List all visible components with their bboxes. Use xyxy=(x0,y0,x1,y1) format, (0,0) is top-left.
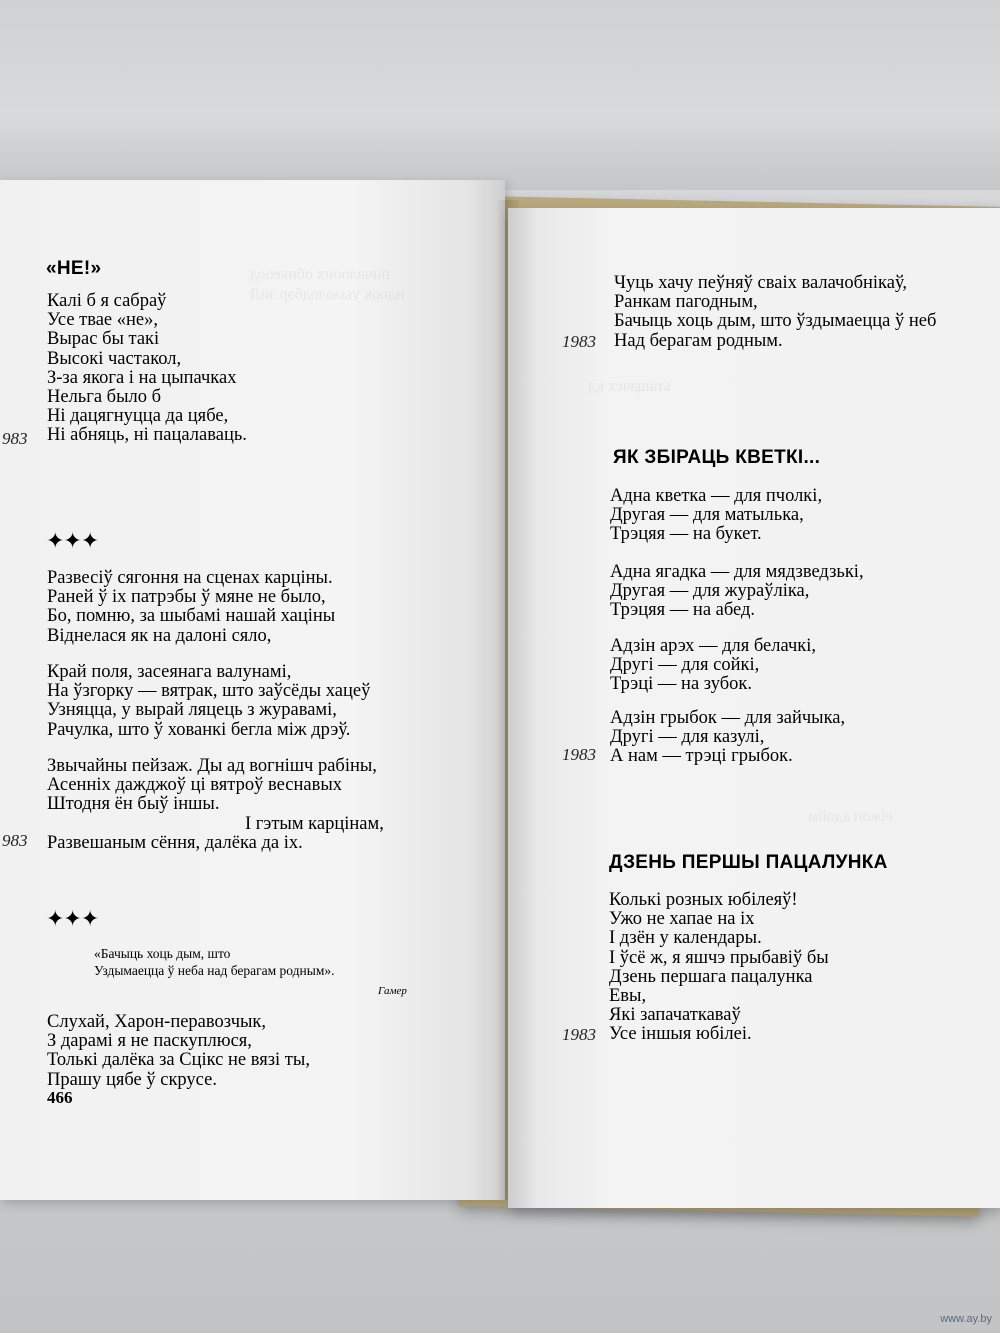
verse-line: Развесіў сягоння на сценах карціны. xyxy=(47,568,333,588)
poem-first-kiss-year: 1983 xyxy=(562,1025,596,1044)
verse-line: Бачыць хоць дым, што ўздымаецца ў неб xyxy=(614,311,937,332)
verse-line: Трэцяя — на букет. xyxy=(610,524,762,545)
verse-line: Звычайны пейзаж. Ды ад вогнішч рабіны, xyxy=(47,756,377,776)
poem-2-year: 983 xyxy=(2,831,28,850)
epigraph xyxy=(94,945,335,979)
verse-line: А нам — трэці грыбок. xyxy=(610,746,793,767)
verse-line: Трэцяя — на абед. xyxy=(610,600,756,621)
verse-line: І дзён у календары. xyxy=(609,928,762,949)
verse-line: Калі б я сабраў xyxy=(47,291,167,311)
verse-line: Ранкам пагодным, xyxy=(614,292,758,313)
poem-flowers-stanza-1 xyxy=(610,487,822,545)
verse-line: Край поля, засеянага валунамі, xyxy=(47,662,292,682)
poem-title-ne: «НЕ!» xyxy=(46,258,102,279)
poem-flowers-stanza-4 xyxy=(610,709,845,767)
verse-line: Узняцца, у вырай ляцець з журавамі, xyxy=(47,700,337,721)
show-through-text: еіжоп адойм xyxy=(808,808,893,825)
poem-flowers-stanza-2 xyxy=(610,563,864,621)
verse-line: З дарамі я не паскуплюся, xyxy=(47,1031,252,1052)
verse-line: Толькі далёка за Сцікс не вязі ты, xyxy=(47,1050,310,1071)
verse-line: Ні дацягнуцца да цябе, xyxy=(47,406,229,427)
verse-line: Усе іншыя юбілеі. xyxy=(609,1024,752,1045)
poem-flowers-stanza-3 xyxy=(610,637,816,695)
poem-2-stanza-1 xyxy=(47,569,335,646)
section-stars: ✦✦✦ xyxy=(46,906,99,931)
poem-ne-lines xyxy=(47,292,247,446)
verse-line: Рачулка, што ў хованкі бегла між дрэў. xyxy=(47,719,351,740)
poem-title-first-kiss: ДЗЕНЬ ПЕРШЫ ПАЦАЛУНКА xyxy=(609,852,888,873)
verse-line: І ўсё ж, я яшчэ прыбавіў бы xyxy=(609,947,829,968)
verse-line: Усе твае «не», xyxy=(47,310,159,331)
poem-title-flowers: ЯК ЗБІРАЦЬ КВЕТКІ... xyxy=(613,447,821,468)
verse-line: Высокі частакол, xyxy=(47,348,182,369)
site-watermark: www.ay.by xyxy=(940,1313,992,1325)
show-through-text: ьтащачсх кд xyxy=(588,378,671,395)
verse-line: Адна ягадка — для мядзведзькі, xyxy=(610,562,864,582)
verse-line: Развешаным сёння, далёка да іх. xyxy=(47,832,303,853)
verse-line: Трэці — на зубок. xyxy=(610,674,752,695)
verse-line: Другі — для казулі, xyxy=(610,727,765,748)
poem-continuation-year: 1983 xyxy=(562,332,596,351)
poem-ne-year: 983 xyxy=(2,429,28,448)
verse-line: Слухай, Харон-перавозчык, xyxy=(47,1012,267,1032)
verse-line: І гэтым карцінам, xyxy=(245,813,384,834)
verse-line: На ўзгорку — вятрак, што заўсёды хацеў xyxy=(47,681,371,702)
verse-line: Бо, помню, за шыбамі нашай хаціны xyxy=(47,606,336,627)
verse-line: Штодня ён быў іншы. xyxy=(47,794,220,815)
epigraph-line: «Бачыць хоць дым, што xyxy=(94,946,231,961)
show-through-text: ндоок уыаолодбэр зиЛ xyxy=(250,286,405,303)
verse-line: З-за якога і на цыпачках xyxy=(47,367,237,388)
verse-line: Які запачаткаваў xyxy=(609,1005,741,1026)
window-sill-backdrop xyxy=(0,0,1000,190)
verse-line: Над берагам родным. xyxy=(614,330,783,351)
verse-line: Колькі розных юбілеяў! xyxy=(609,890,798,910)
verse-line: Вырас бы такі xyxy=(47,329,160,350)
verse-line: Другая — для матылька, xyxy=(610,505,804,526)
poem-first-kiss-lines xyxy=(609,891,829,1045)
page-number: 466 xyxy=(47,1088,73,1107)
verse-line: Нельга было б xyxy=(47,386,162,407)
verse-line: Дзень першага пацалунка xyxy=(609,966,813,987)
verse-line: Другая — для жураўліка, xyxy=(610,581,810,602)
verse-line: Чуць хачу пеўняў сваіх валачобнікаў, xyxy=(614,273,907,293)
poem-2-stanza-3 xyxy=(47,757,384,853)
poem-flowers-year: 1983 xyxy=(562,745,596,764)
show-through-text: пнчвлоонх обикеоод xyxy=(250,266,390,283)
verse-line: Віднелася як на далоні сяло, xyxy=(47,625,272,646)
verse-line: Прашу цябе ў скрусе. xyxy=(47,1069,217,1090)
poem-continuation-lines xyxy=(614,274,936,351)
epigraph-author: Гамер xyxy=(378,985,407,997)
epigraph-line: Уздымаецца ў неба над берагам родным». xyxy=(94,963,335,978)
verse-line: Ні абняць, ні пацалаваць. xyxy=(47,425,247,446)
poem-2-stanza-2 xyxy=(47,663,370,740)
verse-line: Адна кветка — для пчолкі, xyxy=(610,486,823,506)
section-stars: ✦✦✦ xyxy=(46,528,99,553)
verse-line: Ужо не хапае на іх xyxy=(609,909,755,930)
verse-line: Адзін грыбок — для зайчыка, xyxy=(610,708,846,728)
verse-line: Асенніх дажджоў ці вятроў веснавых xyxy=(47,775,343,796)
verse-line: Другі — для сойкі, xyxy=(610,655,760,676)
verse-line: Раней ў іх патрэбы ў мяне не было, xyxy=(47,587,326,608)
poem-3-lines xyxy=(47,1013,310,1090)
verse-line: Адзін арэх — для белачкі, xyxy=(610,636,817,656)
verse-line: Евы, xyxy=(609,985,647,1006)
